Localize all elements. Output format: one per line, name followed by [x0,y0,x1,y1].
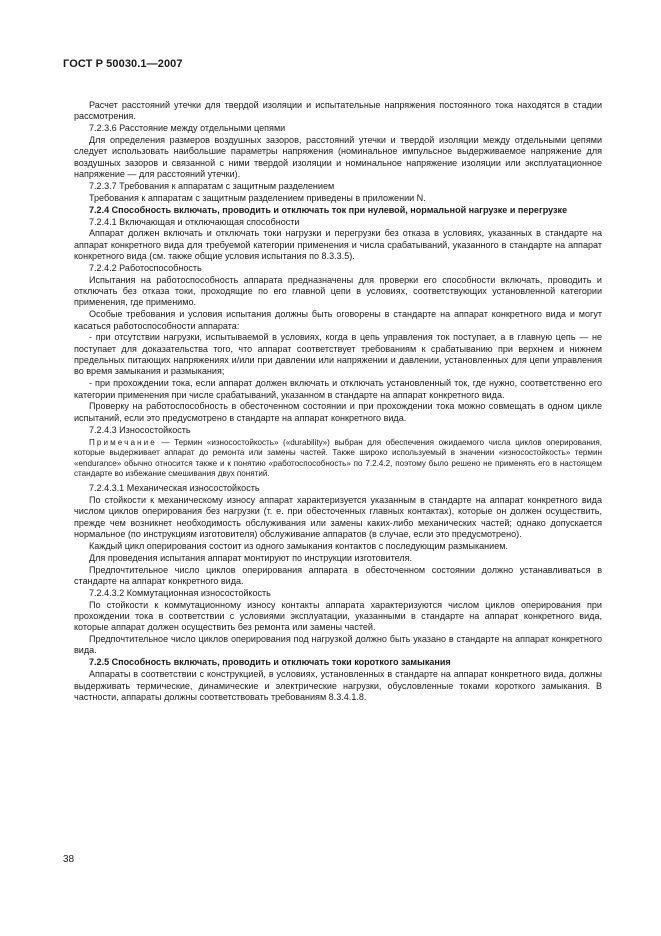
section-heading-bold: 7.2.4 Способность включать, проводить и отключать ток при нулевой, нормальной нагрузке и перегрузке [89,204,568,215]
page-number: 38 [63,854,75,865]
section-heading: 7.2.3.7 Требования к аппаратам с защитным разделением [89,180,335,191]
section-heading: 7.2.4.3.2 Коммутационная износостойкость [89,587,271,598]
paragraph: Предпочтительное число циклов оперирования аппарата в обесточенном состоянии должно устанавливаться в стандарте на аппарат конкретного вида. [74,564,602,586]
document-body [74,100,602,704]
section-heading: 7.2.4.2 Работоспособность [89,262,202,273]
note-text: — Термин «износостойкость» («durability») выбран для обеспечения ожидаемого числа циклов оперирования, которые выдерживает аппарат до ремонта или замены частей. Также широко используемый в значении «износостойкость» термин «endurance» обычно относится также и к понятию «работоспособность» по 7.2.4.2, поэтому было решено не применять его в настоящем стандарте во избежание смешивания двух понятий. [74,437,602,478]
paragraph: Особые требования и условия испытания должны быть оговорены в стандарте на аппарат конкретного вида и могут касаться работоспособности аппарата: [74,309,602,331]
paragraph: Для проведения испытания аппарат монтируют по инструкции изготовителя. [89,552,413,563]
paragraph: Каждый цикл оперирования состоит из одного замыкания контактов с последующим размыканием. [89,540,508,551]
section-heading: 7.2.4.3 Износостойкость [89,424,191,435]
note [74,438,602,479]
note-prefix: Примечание [89,437,157,447]
paragraph: Испытания на работоспособность аппарата предназначены для проверки его способности включать, проводить и отключать без отказа токи, проходящие по его главной цепи в условиях, соответствующих установленной категории применения, где применимо. [74,274,602,308]
list-item: - при отсутствии нагрузки, испытываемой в условиях, когда в цепь управления ток поступает, а в главную цепь — не поступает для доказательства того, что аппарат соответствует требованиям к срабатыванию при верхнем и нижнем предельных питающих напряжениях и/или при давлении или напряжении и давлении, установленных для цепи управления во время замыкания и размыкания; [74,332,602,377]
section-heading: 7.2.4.3.1 Механическая износостойкость [89,483,260,494]
document-header: ГОСТ Р 50030.1—2007 [63,58,183,70]
section-heading-bold: 7.2.5 Способность включать, проводить и отключать токи короткого замыкания [89,657,451,668]
section-heading: 7.2.3.6 Расстояние между отдельными цепями [89,123,286,134]
paragraph: Для определения размеров воздушных зазоров, расстояний утечки и твердой изоляции между отдельными цепями следует использовать наибольшие параметры напряжения (номинальное импульсное выдерживаемое напряжение для воздушных зазоров и связанной с ними твердой изоляции и номинальное напряжение изоляции или эксплуатационное напряжение — для расстояний утечки). [74,135,602,179]
paragraph: По стойкости к механическому износу аппарат характеризуется указанным в стандарте на аппарат конкретного вида числом циклов оперирования без нагрузки (т. е. при обесточенных главных контактах), которые он должен осуществить, прежде чем возникнет необходимость обслуживания или замены каких-либо механических частей; однако допускается нормальное (по инструкциям изготовителя) обслуживание аппаратов (в случае, если это предусмотрено). [74,495,602,539]
paragraph: Предпочтительное число циклов оперирования под нагрузкой должно быть указано в стандарте на аппарат конкретного вида. [74,634,602,656]
paragraph: Аппараты в соответствии с конструкцией, в условиях, установленных в стандарте на аппарат конкретного вида, должны выдерживать термические, динамические и электрические нагрузки, обусловленные токами короткого замыкания. В частности, аппараты должны соответствовать требованиям 8.3.4.1.8. [74,669,602,702]
paragraph: Проверку на работоспособность в обесточенном состоянии и при прохождении тока можно совмещать в одном цикле испытаний, если это предусмотрено в стандарте на аппарат конкретного вида. [74,401,602,423]
paragraph: Аппарат должен включать и отключать токи нагрузки и перегрузки без отказа в условиях, указанных в стандарте на аппарат конкретного вида для требуемой категории применения и числа срабатываний, указанного в стандарте на аппарат конкретного вида (см. также общие условия испытания по 8.3.3.5). [74,228,602,262]
paragraph: Требования к аппаратам с защитным разделением приведены в приложении N. [89,192,426,203]
section-heading: 7.2.4.1 Включающая и отключающая способности [89,216,300,227]
paragraph: Расчет расстояний утечки для твердой изоляции и испытательные напряжения постоянного тока находятся в стадии рассмотрения. [74,100,602,122]
paragraph: По стойкости к коммутационному износу контакты аппарата характеризуются числом циклов оперирования при прохождении тока в соответствии с условиями эксплуатации, указанными в стандарте на аппарат конкретного вида, которые аппарат должен осуществить без ремонта или замены частей. [74,599,602,633]
list-item: - при прохождении тока, если аппарат должен включать и отключать установленный ток, где нужно, соответственно его категории применения при числе срабатываний, указанном в стандарте на аппарат конкретного вида. [74,378,602,400]
